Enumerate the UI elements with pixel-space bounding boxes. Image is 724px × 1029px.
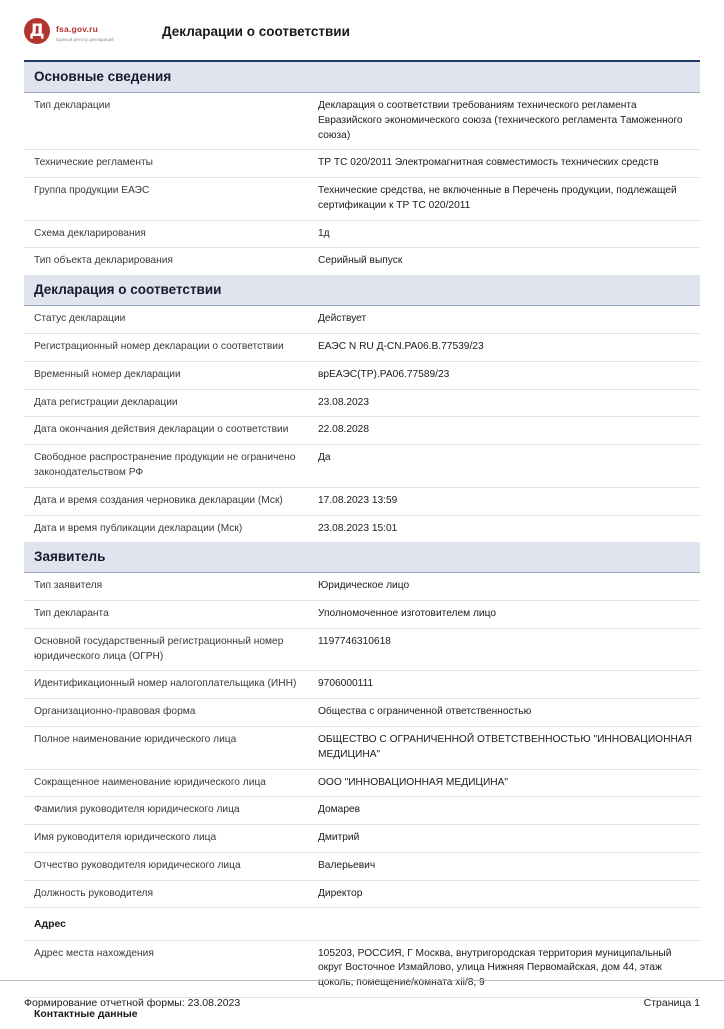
fsa-logo xyxy=(24,18,144,44)
table-row xyxy=(24,389,700,417)
table-declaration xyxy=(24,306,700,542)
row-value: ОБЩЕСТВО С ОГРАНИЧЕННОЙ ОТВЕТСТВЕННОСТЬЮ "ИННОВАЦИОННАЯ МЕДИЦИНА" xyxy=(308,726,700,769)
row-value: Домарев xyxy=(308,797,700,825)
footer-page-number: Страница 1 xyxy=(643,996,700,1009)
table-row xyxy=(24,150,700,178)
row-value: ТР ТС 020/2011 Электромагнитная совместимость технических средств xyxy=(308,150,700,178)
row-label: Отчество руководителя юридического лица xyxy=(24,852,308,880)
row-value: Валерьевич xyxy=(308,852,700,880)
table-row xyxy=(24,699,700,727)
table-row xyxy=(24,515,700,542)
row-value: 9706000111 xyxy=(308,671,700,699)
table-row xyxy=(24,445,700,488)
row-label: Дата регистрации декларации xyxy=(24,389,308,417)
row-label: Временный номер декларации xyxy=(24,361,308,389)
row-label: Дата и время создания черновика декларации (Мск) xyxy=(24,487,308,515)
table-row xyxy=(24,93,700,150)
table-row xyxy=(24,726,700,769)
row-label: Дата и время публикации декларации (Мск) xyxy=(34,522,243,534)
table-row xyxy=(24,852,700,880)
table-row xyxy=(24,334,700,362)
table-row xyxy=(24,306,700,333)
row-value: 23.08.2023 15:01 xyxy=(318,522,398,534)
row-label: Фамилия руководителя юридического лица xyxy=(24,797,308,825)
row-value: Технические средства, не включенные в Перечень продукции, подлежащей сертификации к ТР ТС 020/2011 xyxy=(308,178,700,221)
logo-domain: fsa.gov.ru xyxy=(56,23,98,34)
row-label: Группа продукции ЕАЭС xyxy=(24,178,308,221)
row-value: Декларация о соответствии требованиям технического регламента Евразийского экономического союза (технического регламента Таможенного союза) xyxy=(308,93,700,150)
row-label: Тип объекта декларирования xyxy=(34,255,173,267)
row-label: Имя руководителя юридического лица xyxy=(24,825,308,853)
section-header-applicant: Заявитель xyxy=(24,542,700,573)
table-applicant xyxy=(24,573,700,1029)
row-value: Директор xyxy=(308,880,700,908)
row-label: Организационно-правовая форма xyxy=(24,699,308,727)
row-value: 17.08.2023 13:59 xyxy=(308,487,700,515)
row-value: Уполномоченное изготовителем лицо xyxy=(308,601,700,629)
row-label: Основной государственный регистрационный номер юридического лица (ОГРН) xyxy=(24,628,308,671)
row-value: ООО "ИННОВАЦИОННАЯ МЕДИЦИНА" xyxy=(308,769,700,797)
row-label: Адрес места нахождения xyxy=(24,940,308,997)
row-value: Общества с ограниченной ответственностью xyxy=(308,699,700,727)
row-label: Свободное распространение продукции не ограничено законодательством РФ xyxy=(24,445,308,488)
row-label: Регистрационный номер декларации о соответствии xyxy=(24,334,308,362)
table-row xyxy=(24,601,700,629)
row-value: врЕАЭС(ТР).РА06.77589/23 xyxy=(308,361,700,389)
footer-generation-date: Формирование отчетной формы: 23.08.2023 xyxy=(24,996,241,1009)
table-row xyxy=(24,880,700,908)
logo-subtitle: Единый реестр деклараций xyxy=(56,36,114,42)
row-value: 105203, РОССИЯ, Г Москва, внутригородская территория муниципальный округ Восточное Измайлово, улица Нижняя Первомайская, дом 44, этаж цоколь, помещение/комната xii/8, 9 xyxy=(308,940,700,997)
table-row xyxy=(24,573,700,600)
row-value: Дмитрий xyxy=(308,825,700,853)
row-value: 22.08.2028 xyxy=(308,417,700,445)
row-value: Серийный выпуск xyxy=(318,255,403,267)
table-row xyxy=(24,671,700,699)
table-row xyxy=(24,797,700,825)
table-row xyxy=(24,220,700,248)
document-content xyxy=(0,60,724,1029)
row-label: Идентификационный номер налогоплательщика (ИНН) xyxy=(24,671,308,699)
section-header-declaration: Декларация о соответствии xyxy=(24,275,700,306)
table-row xyxy=(24,628,700,671)
section-header-main-info: Основные сведения xyxy=(24,62,700,93)
row-value: Действует xyxy=(308,306,700,333)
row-label: Полное наименование юридического лица xyxy=(24,726,308,769)
row-value: 1д xyxy=(308,220,700,248)
row-label: Должность руководителя xyxy=(24,880,308,908)
row-label: Тип заявителя xyxy=(24,573,308,600)
table-row xyxy=(24,417,700,445)
subsection-label: Контактные данные xyxy=(34,1008,138,1020)
document-footer xyxy=(0,980,724,1024)
row-label: Статус декларации xyxy=(24,306,308,333)
row-value: 23.08.2023 xyxy=(308,389,700,417)
table-row xyxy=(24,361,700,389)
row-label: Схема декларирования xyxy=(24,220,308,248)
table-row xyxy=(24,487,700,515)
table-row xyxy=(24,825,700,853)
page-title: Декларации о соответствии xyxy=(162,23,350,39)
row-value: ЕАЭС N RU Д-CN.РА06.В.77539/23 xyxy=(308,334,700,362)
subsection-label: Адрес xyxy=(24,908,700,940)
table-row xyxy=(24,248,700,275)
document-header xyxy=(0,0,724,54)
row-label: Технические регламенты xyxy=(24,150,308,178)
subsection-header-address xyxy=(24,908,700,940)
row-value: Да xyxy=(308,445,700,488)
table-row xyxy=(24,178,700,221)
table-main-info xyxy=(24,93,700,275)
row-label: Тип декларанта xyxy=(24,601,308,629)
row-label: Сокращенное наименование юридического лица xyxy=(24,769,308,797)
row-value: 1197746310618 xyxy=(308,628,700,671)
logo-mark-icon: Д xyxy=(24,18,50,44)
logo-text xyxy=(56,20,114,42)
table-row xyxy=(24,769,700,797)
row-value: Юридическое лицо xyxy=(308,573,700,600)
row-label: Тип декларации xyxy=(24,93,308,150)
row-label: Дата окончания действия декларации о соответствии xyxy=(24,417,308,445)
